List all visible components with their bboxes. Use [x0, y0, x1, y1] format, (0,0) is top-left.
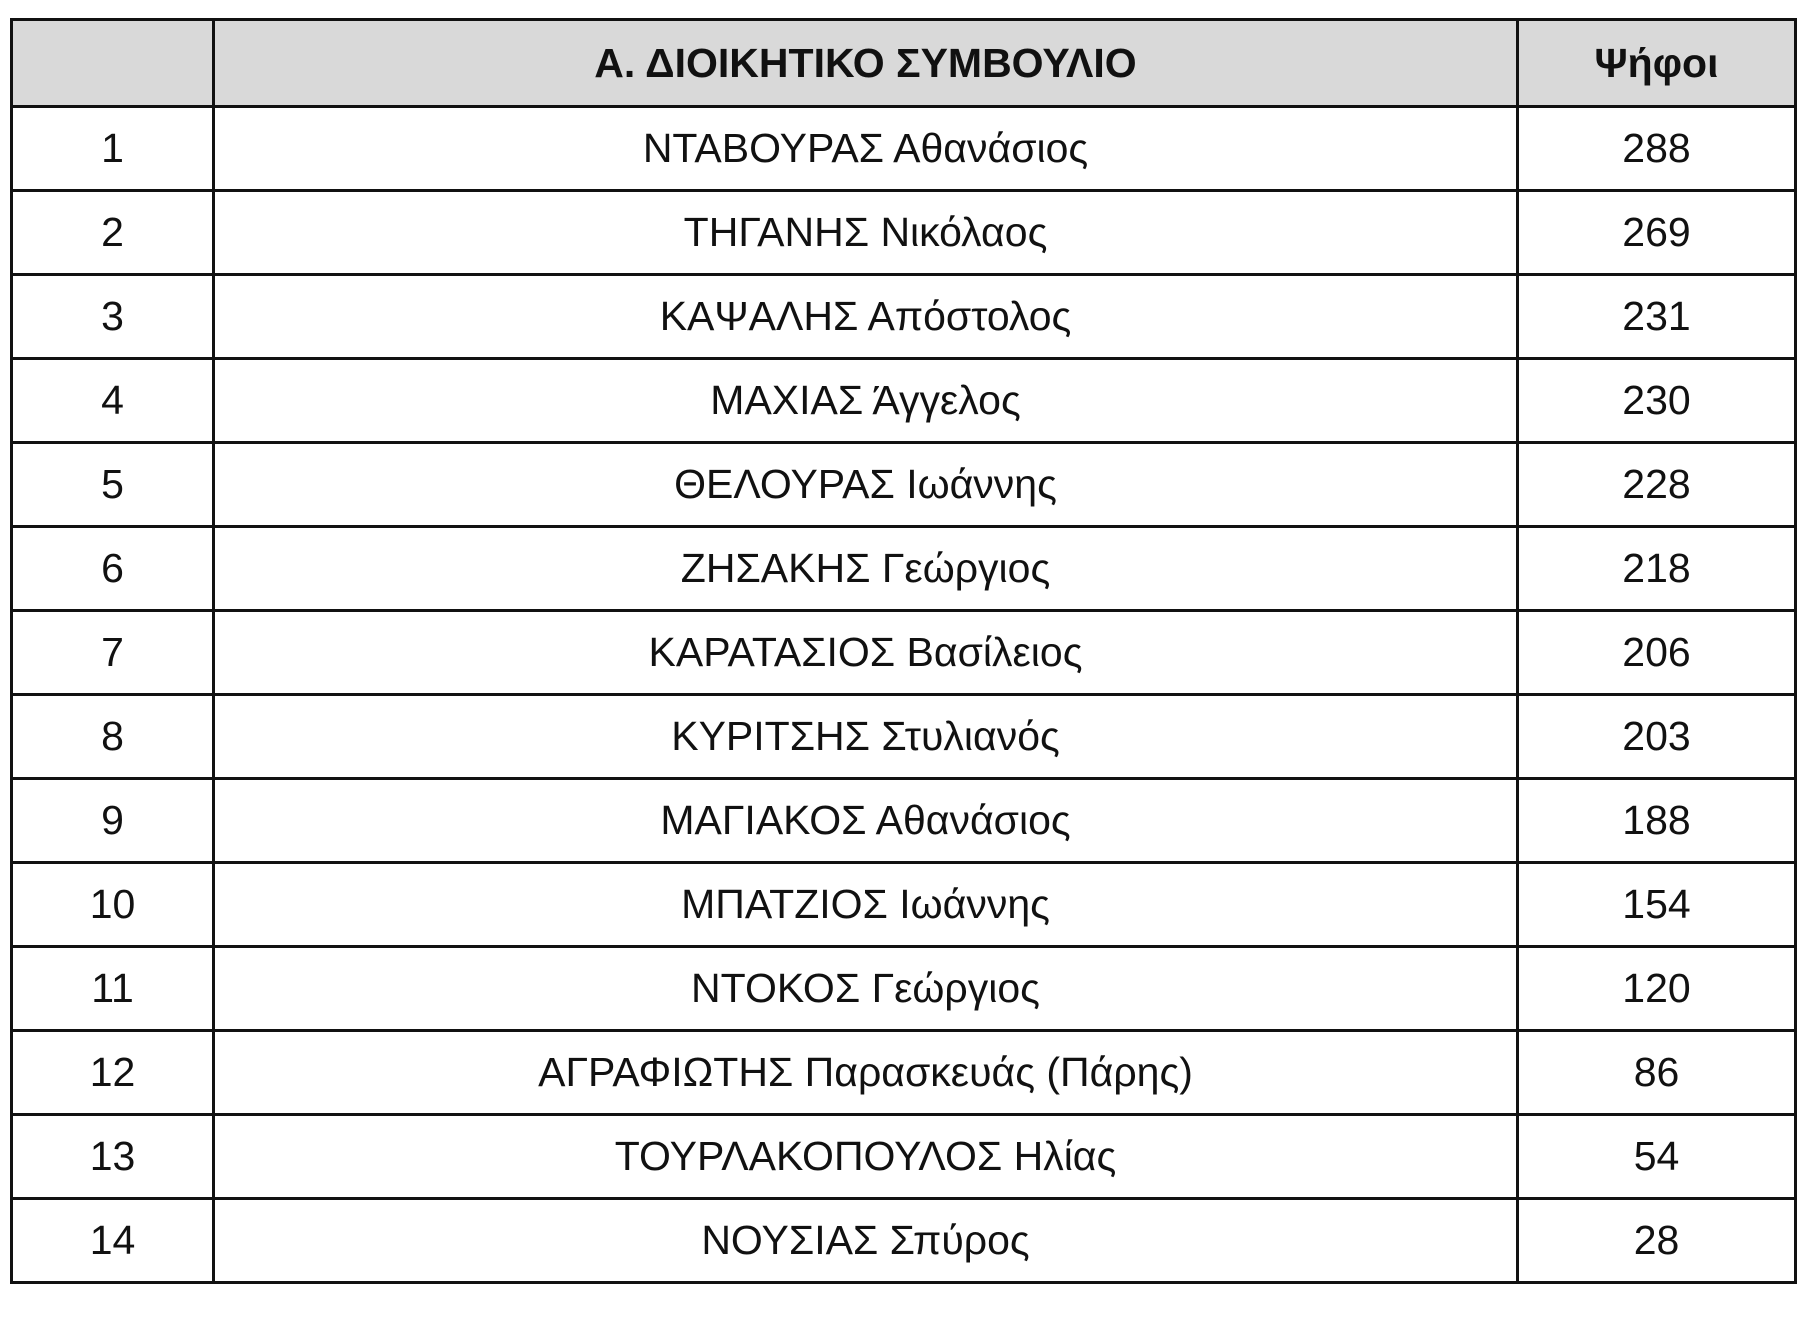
candidate-name: ΚΑΡΑΤΑΣΙΟΣ Βασίλειος: [214, 611, 1518, 695]
row-index: 5: [12, 443, 214, 527]
table-row: [12, 107, 1796, 191]
vote-count: 230: [1518, 359, 1796, 443]
vote-count: 86: [1518, 1031, 1796, 1115]
table-row: [12, 695, 1796, 779]
row-index: 6: [12, 527, 214, 611]
candidate-name: ΤΗΓΑΝΗΣ Νικόλαος: [214, 191, 1518, 275]
row-index: 11: [12, 947, 214, 1031]
table-row: [12, 275, 1796, 359]
vote-count: 218: [1518, 527, 1796, 611]
vote-count: 203: [1518, 695, 1796, 779]
table-row: [12, 443, 1796, 527]
candidate-name: ΚΥΡΙΤΣΗΣ Στυλιανός: [214, 695, 1518, 779]
row-index: 12: [12, 1031, 214, 1115]
candidate-name: ΝΤΑΒΟΥΡΑΣ Αθανάσιος: [214, 107, 1518, 191]
vote-count: 154: [1518, 863, 1796, 947]
header-votes: Ψήφοι: [1518, 20, 1796, 107]
candidate-name: ΝΟΥΣΙΑΣ Σπύρος: [214, 1199, 1518, 1283]
vote-count: 269: [1518, 191, 1796, 275]
vote-count: 120: [1518, 947, 1796, 1031]
vote-count: 188: [1518, 779, 1796, 863]
vote-count: 228: [1518, 443, 1796, 527]
header-index: [12, 20, 214, 107]
table-row: [12, 779, 1796, 863]
header-row: [12, 20, 1796, 107]
vote-count: 206: [1518, 611, 1796, 695]
table-row: [12, 191, 1796, 275]
row-index: 4: [12, 359, 214, 443]
row-index: 1: [12, 107, 214, 191]
row-index: 14: [12, 1199, 214, 1283]
vote-count: 28: [1518, 1199, 1796, 1283]
table-row: [12, 1031, 1796, 1115]
row-index: 10: [12, 863, 214, 947]
results-table: [10, 18, 1797, 1284]
table-body: [12, 107, 1796, 1283]
candidate-name: ΘΕΛΟΥΡΑΣ Ιωάννης: [214, 443, 1518, 527]
candidate-name: ΜΑΧΙΑΣ Άγγελος: [214, 359, 1518, 443]
candidate-name: ΖΗΣΑΚΗΣ Γεώργιος: [214, 527, 1518, 611]
table-row: [12, 1115, 1796, 1199]
row-index: 13: [12, 1115, 214, 1199]
vote-count: 231: [1518, 275, 1796, 359]
candidate-name: ΝΤΟΚΟΣ Γεώργιος: [214, 947, 1518, 1031]
candidate-name: ΤΟΥΡΛΑΚΟΠΟΥΛΟΣ Ηλίας: [214, 1115, 1518, 1199]
row-index: 9: [12, 779, 214, 863]
table-row: [12, 947, 1796, 1031]
table-row: [12, 527, 1796, 611]
row-index: 2: [12, 191, 214, 275]
row-index: 8: [12, 695, 214, 779]
candidate-name: ΑΓΡΑΦΙΩΤΗΣ Παρασκευάς (Πάρης): [214, 1031, 1518, 1115]
table-row: [12, 863, 1796, 947]
vote-count: 54: [1518, 1115, 1796, 1199]
candidate-name: ΜΑΓΙΑΚΟΣ Αθανάσιος: [214, 779, 1518, 863]
table-row: [12, 1199, 1796, 1283]
header-name: Α. ΔΙΟΙΚΗΤΙΚΟ ΣΥΜΒΟΥΛΙΟ: [214, 20, 1518, 107]
row-index: 3: [12, 275, 214, 359]
candidate-name: ΜΠΑΤΖΙΟΣ Ιωάννης: [214, 863, 1518, 947]
row-index: 7: [12, 611, 214, 695]
candidate-name: ΚΑΨΑΛΗΣ Απόστολος: [214, 275, 1518, 359]
vote-count: 288: [1518, 107, 1796, 191]
table-row: [12, 359, 1796, 443]
table-row: [12, 611, 1796, 695]
